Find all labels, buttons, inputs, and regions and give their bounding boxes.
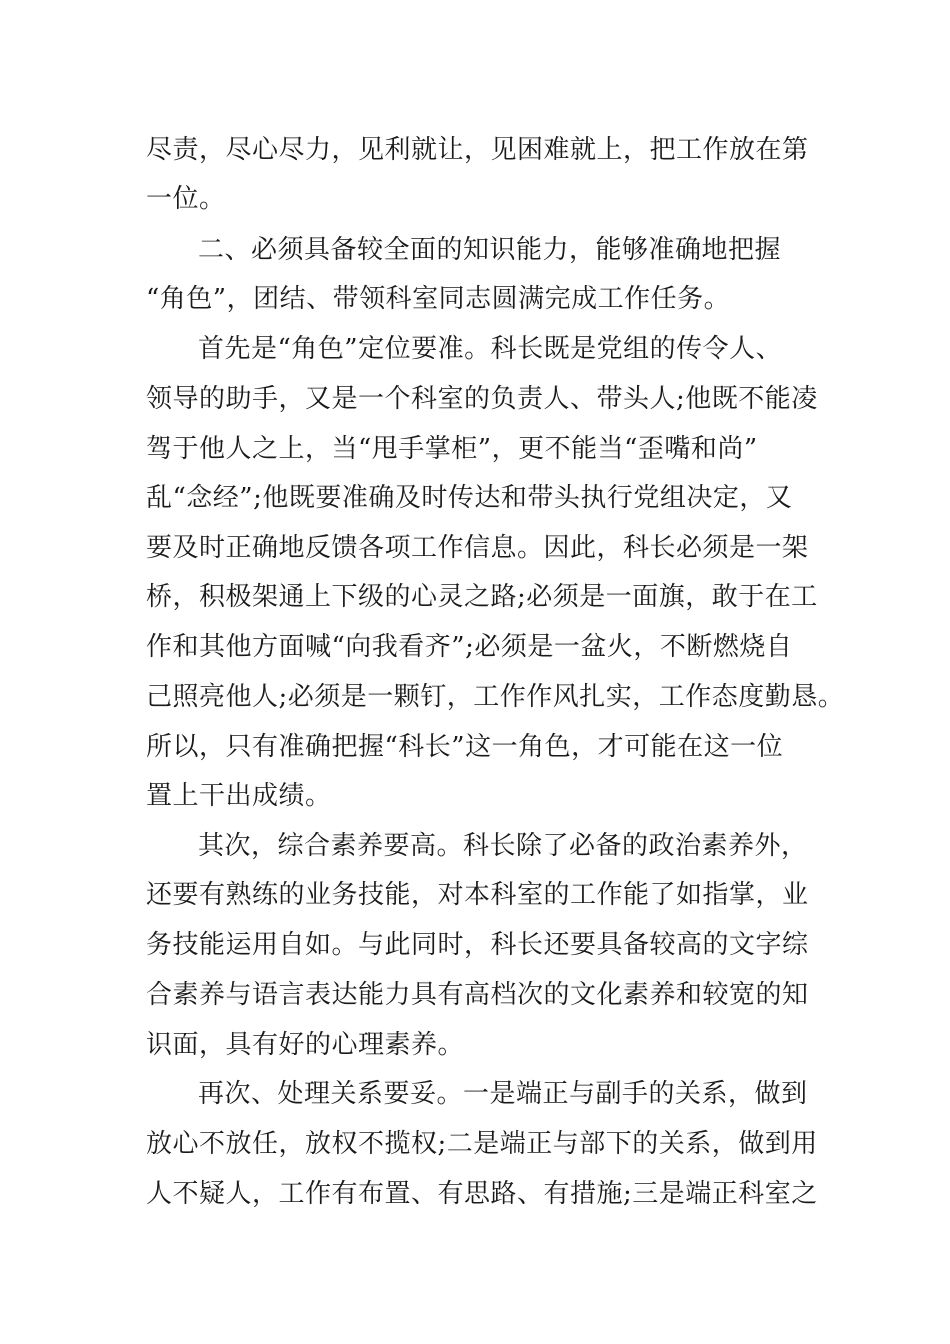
text-line: 要及时正确地反馈各项工作信息。因此，科长必须是一架 — [146, 533, 809, 563]
text-line: “角色”，团结、带领科室同志圆满完成工作任务。 — [146, 284, 731, 314]
text-line: 一位。 — [146, 184, 226, 214]
text-line: 领导的助手，又是一个科室的负责人、带头人;他既不能凌 — [146, 384, 818, 414]
paragraph-start: 首先是“角色”定位要准。科长既是党组的传令人、 — [198, 334, 783, 364]
text-line: 务技能运用自如。与此同时，科长还要具备较高的文字综 — [146, 930, 809, 960]
text-line: 识面，具有好的心理素养。 — [146, 1030, 465, 1060]
text-line: 所以，只有准确把握“科长”这一角色，才可能在这一位 — [146, 732, 784, 762]
text-line: 置上干出成绩。 — [146, 781, 332, 811]
paragraph-start: 再次、处理关系要妥。一是端正与副手的关系，做到 — [198, 1079, 808, 1109]
text-line: 驾于他人之上，当“甩手掌柜”，更不能当“歪嘴和尚” — [146, 434, 758, 464]
text-line: 乱“念经”;他既要准确及时传达和带头执行党组决定，又 — [146, 483, 793, 513]
paragraph-start: 其次，综合素养要高。科长除了必备的政治素养外， — [198, 831, 808, 861]
text-line: 还要有熟练的业务技能，对本科室的工作能了如指掌，业 — [146, 880, 809, 910]
text-line: 尽责，尽心尽力，见利就让，见困难就上，把工作放在第 — [146, 135, 809, 165]
text-line: 合素养与语言表达能力具有高档次的文化素养和较宽的知 — [146, 980, 809, 1010]
text-line: 作和其他方面喊“向我看齐”;必须是一盆火，不断燃烧自 — [146, 632, 793, 662]
text-line: 人不疑人，工作有布置、有思路、有措施;三是端正科室之 — [146, 1179, 818, 1209]
paragraph-start: 二、必须具备较全面的知识能力，能够准确地把握 — [198, 235, 782, 265]
text-line: 放心不放任，放权不揽权;二是端正与部下的关系，做到用 — [146, 1129, 818, 1159]
text-line: 桥，积极架通上下级的心灵之路;必须是一面旗，敢于在工 — [146, 582, 818, 612]
text-line: 己照亮他人;必须是一颗钉，工作作风扎实，工作态度勤恳。 — [146, 682, 845, 712]
